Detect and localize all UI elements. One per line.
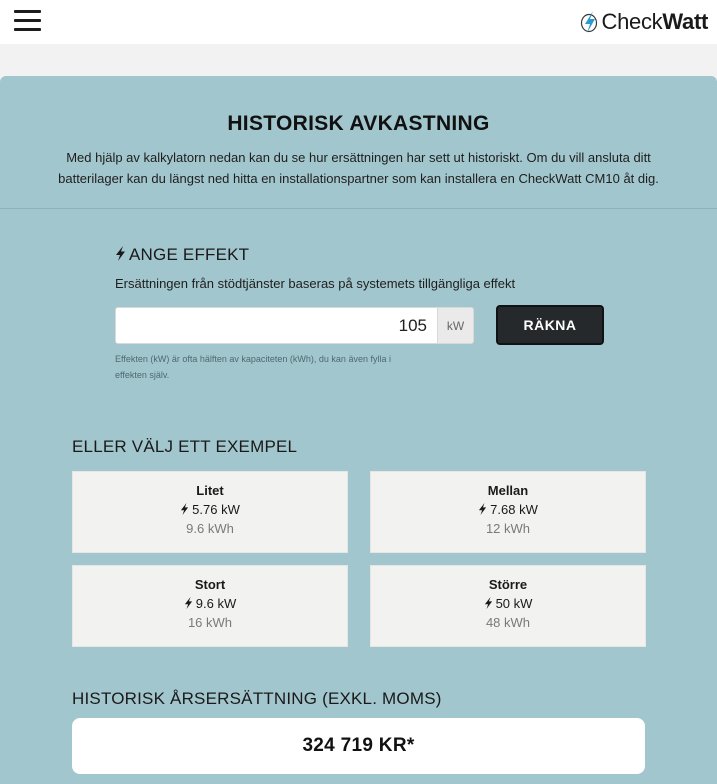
lightning-bolt-icon — [115, 246, 126, 261]
example-capacity: 16 kWh — [187, 615, 233, 630]
calculator-panel — [0, 76, 717, 784]
example-power: 50 kW — [371, 596, 645, 611]
page-title: HISTORISK AVKASTNING — [227, 112, 490, 135]
example-power: 7.68 kW — [371, 502, 645, 517]
example-name: Mellan — [487, 483, 529, 498]
header-section — [0, 76, 717, 209]
checkwatt-bolt-icon — [580, 10, 600, 34]
example-capacity: 9.6 kWh — [186, 521, 234, 536]
calculate-button[interactable]: RÄKNA — [496, 305, 604, 345]
example-name: Litet — [196, 483, 224, 498]
effect-hint: Effekten (kW) är ofta hälften av kapaciteten (kWh), du kan även fylla i effekten själv. — [115, 354, 391, 380]
example-card-storre[interactable] — [370, 565, 646, 647]
lightning-bolt-icon — [484, 597, 493, 609]
logo-text: CheckWatt — [601, 9, 708, 34]
intro-text: Med hjälp av kalkylatorn nedan kan du se hur ersättningen har sett ut historiskt. Om du vill ansluta ditt batterilager kan du längst ned hitta en installationspartner som kan installera en CheckWatt CM10 åt dig. — [58, 150, 659, 186]
effect-subtitle: Ersättningen från stödtjänster baseras på systemets tillgängliga effekt — [115, 276, 516, 291]
example-capacity: 48 kWh — [485, 615, 531, 630]
example-card-litet[interactable] — [72, 471, 348, 553]
example-name: Stort — [194, 577, 226, 592]
result-value: 324 719 KR* — [302, 735, 415, 756]
effect-input[interactable] — [115, 307, 438, 344]
lightning-bolt-icon — [184, 597, 193, 609]
examples-section-title: ELLER VÄLJ ETT EXEMPEL — [72, 437, 298, 456]
example-capacity: 12 kWh — [485, 521, 531, 536]
example-power: 9.6 kW — [73, 596, 347, 611]
hamburger-menu-icon[interactable] — [14, 9, 41, 33]
lightning-bolt-icon — [478, 503, 487, 515]
example-power: 5.76 kW — [73, 502, 347, 517]
example-card-stort[interactable] — [72, 565, 348, 647]
checkwatt-logo[interactable] — [580, 9, 709, 35]
example-card-mellan[interactable] — [370, 471, 646, 553]
lightning-bolt-icon — [180, 503, 189, 515]
result-value-box — [72, 718, 645, 774]
top-bar — [0, 0, 717, 44]
unit-label: kW — [437, 307, 474, 344]
result-section-title: HISTORISK ÅRSERSÄTTNING (EXKL. MOMS) — [72, 689, 442, 708]
effect-section-title: ANGE EFFEKT — [115, 245, 249, 265]
example-name: Större — [488, 577, 528, 592]
